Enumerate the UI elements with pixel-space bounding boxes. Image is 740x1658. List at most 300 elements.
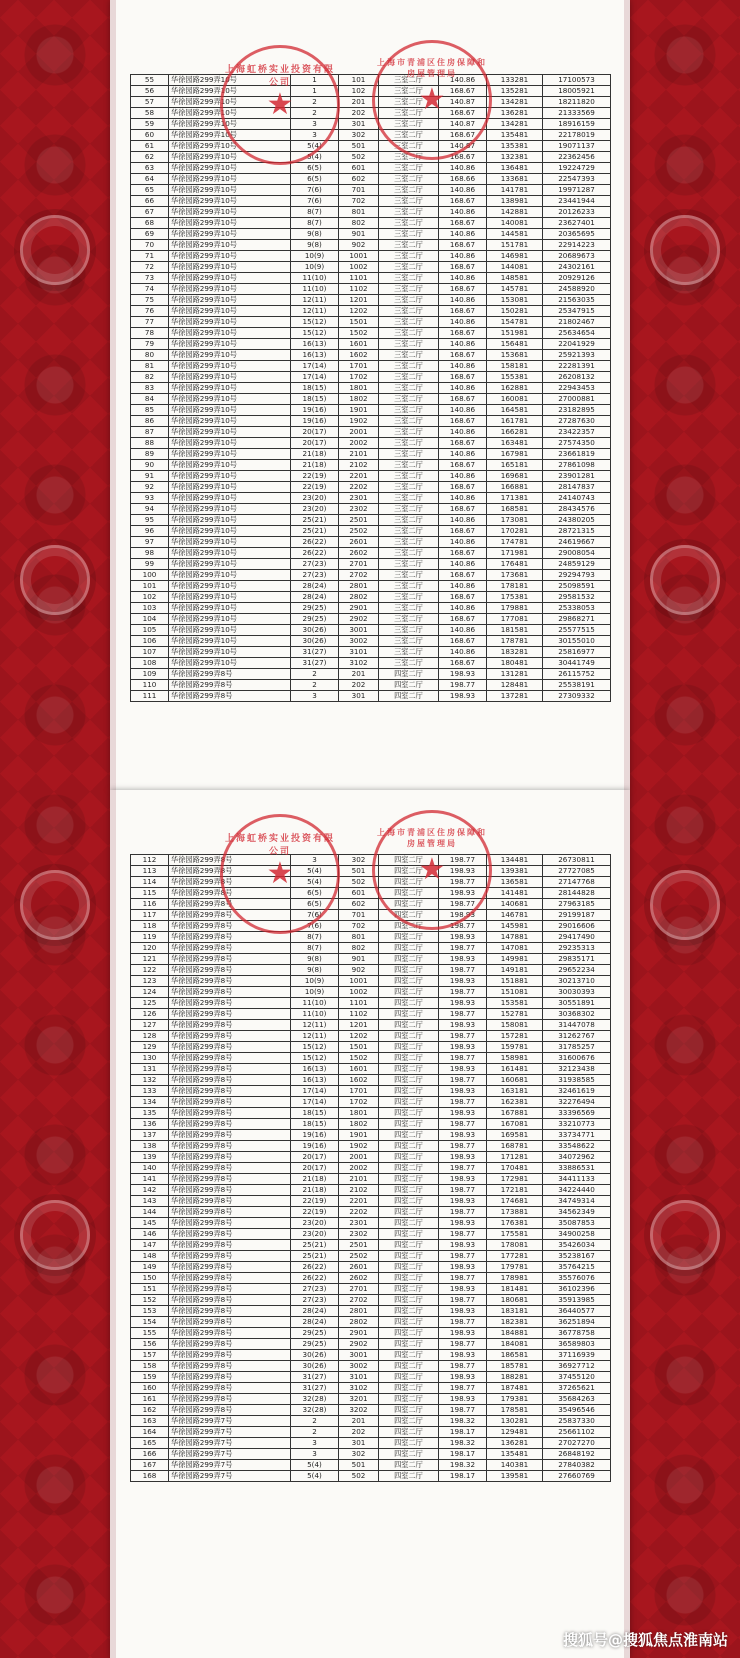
cell-total-price: 36440577 [543, 1306, 611, 1317]
cell-row-number: 148 [131, 1251, 169, 1262]
cell-building-floor: 20(17) [291, 438, 339, 449]
cell-road-address: 华徐园路299弄8号 [169, 1295, 291, 1306]
cell-total-price: 36589803 [543, 1339, 611, 1350]
cell-road-address: 华徐园路299弄7号 [169, 1471, 291, 1482]
cell-road-address: 华徐园路299弄10号 [169, 647, 291, 658]
cell-unit-price: 179381 [487, 1394, 543, 1405]
cell-area: 140.86 [439, 493, 487, 504]
cell-area: 198.93 [439, 1262, 487, 1273]
table-row [131, 229, 611, 240]
cell-area: 168.67 [439, 218, 487, 229]
cell-building-floor: 22(19) [291, 471, 339, 482]
cell-layout-type: 四室二厅 [379, 669, 439, 680]
cell-area: 168.67 [439, 504, 487, 515]
cell-room-number: 1801 [339, 383, 379, 394]
cell-room-number: 702 [339, 921, 379, 932]
cell-row-number: 117 [131, 910, 169, 921]
cell-area: 198.93 [439, 1042, 487, 1053]
cell-building-floor: 28(24) [291, 1317, 339, 1328]
cell-total-price: 25634654 [543, 328, 611, 339]
cell-road-address: 华徐园路299弄10号 [169, 372, 291, 383]
cell-row-number: 59 [131, 119, 169, 130]
cell-row-number: 123 [131, 976, 169, 987]
cell-area: 140.86 [439, 251, 487, 262]
cell-unit-price: 179881 [487, 603, 543, 614]
cell-area: 198.77 [439, 943, 487, 954]
cell-row-number: 66 [131, 196, 169, 207]
cell-room-number: 2702 [339, 570, 379, 581]
cell-area: 198.17 [439, 1427, 487, 1438]
cell-total-price: 20365695 [543, 229, 611, 240]
cell-row-number: 91 [131, 471, 169, 482]
cell-building-floor: 17(14) [291, 1086, 339, 1097]
cell-building-floor: 20(17) [291, 1163, 339, 1174]
cell-building-floor: 3 [291, 130, 339, 141]
cell-layout-type: 四室二厅 [379, 1372, 439, 1383]
cell-building-floor: 2 [291, 680, 339, 691]
cell-road-address: 华徐园路299弄10号 [169, 86, 291, 97]
table-row [131, 691, 611, 702]
table-row [131, 1185, 611, 1196]
cell-area: 140.86 [439, 229, 487, 240]
cell-building-floor: 5(4) [291, 1471, 339, 1482]
cell-total-price: 28721315 [543, 526, 611, 537]
cell-room-number: 802 [339, 218, 379, 229]
cell-room-number: 2802 [339, 1317, 379, 1328]
table-row [131, 460, 611, 471]
cell-layout-type: 四室二厅 [379, 1053, 439, 1064]
cell-building-floor: 6(5) [291, 888, 339, 899]
cell-layout-type: 四室二厅 [379, 1229, 439, 1240]
cell-road-address: 华徐园路299弄8号 [169, 680, 291, 691]
cell-room-number: 501 [339, 1460, 379, 1471]
cell-row-number: 70 [131, 240, 169, 251]
cell-road-address: 华徐园路299弄10号 [169, 570, 291, 581]
cell-layout-type: 四室二厅 [379, 1416, 439, 1427]
cell-road-address: 华徐园路299弄10号 [169, 493, 291, 504]
table-row [131, 669, 611, 680]
table-row [131, 295, 611, 306]
cell-unit-price: 157281 [487, 1031, 543, 1042]
cell-layout-type: 四室二厅 [379, 1350, 439, 1361]
cell-total-price: 35087853 [543, 1218, 611, 1229]
cell-building-floor: 2 [291, 1416, 339, 1427]
table-row [131, 361, 611, 372]
cell-row-number: 152 [131, 1295, 169, 1306]
cell-row-number: 101 [131, 581, 169, 592]
cell-area: 198.93 [439, 1064, 487, 1075]
cell-building-floor: 32(28) [291, 1405, 339, 1416]
cell-road-address: 华徐园路299弄8号 [169, 1053, 291, 1064]
cell-unit-price: 146781 [487, 910, 543, 921]
cell-unit-price: 159781 [487, 1042, 543, 1053]
cell-row-number: 118 [131, 921, 169, 932]
cell-area: 198.77 [439, 1229, 487, 1240]
cell-building-floor: 3 [291, 119, 339, 130]
cell-area: 168.67 [439, 240, 487, 251]
cell-total-price: 25921393 [543, 350, 611, 361]
cell-layout-type: 四室二厅 [379, 1218, 439, 1229]
cell-building-floor: 17(14) [291, 1097, 339, 1108]
cell-layout-type: 四室二厅 [379, 1064, 439, 1075]
cell-row-number: 136 [131, 1119, 169, 1130]
cell-area: 168.67 [439, 658, 487, 669]
cell-row-number: 58 [131, 108, 169, 119]
cell-row-number: 111 [131, 691, 169, 702]
cell-row-number: 150 [131, 1273, 169, 1284]
cell-row-number: 133 [131, 1086, 169, 1097]
cell-row-number: 95 [131, 515, 169, 526]
cell-row-number: 60 [131, 130, 169, 141]
cell-unit-price: 141781 [487, 185, 543, 196]
cell-row-number: 130 [131, 1053, 169, 1064]
cell-unit-price: 177081 [487, 614, 543, 625]
cell-layout-type: 三室二厅 [379, 504, 439, 515]
table-row [131, 306, 611, 317]
cell-building-floor: 20(17) [291, 427, 339, 438]
cell-room-number: 2902 [339, 1339, 379, 1350]
right-medallion-ornament [650, 545, 720, 615]
cell-unit-price: 167881 [487, 1108, 543, 1119]
cell-unit-price: 178981 [487, 1273, 543, 1284]
cell-area: 168.67 [439, 438, 487, 449]
cell-unit-price: 173681 [487, 570, 543, 581]
table-row [131, 372, 611, 383]
cell-room-number: 1601 [339, 1064, 379, 1075]
cell-total-price: 19971287 [543, 185, 611, 196]
cell-road-address: 华徐园路299弄10号 [169, 383, 291, 394]
cell-road-address: 华徐园路299弄10号 [169, 218, 291, 229]
cell-room-number: 201 [339, 97, 379, 108]
cell-building-floor: 21(18) [291, 460, 339, 471]
cell-building-floor: 17(14) [291, 361, 339, 372]
cell-row-number: 163 [131, 1416, 169, 1427]
cell-row-number: 156 [131, 1339, 169, 1350]
cell-layout-type: 三室二厅 [379, 416, 439, 427]
cell-row-number: 85 [131, 405, 169, 416]
table-row [131, 1152, 611, 1163]
cell-building-floor: 6(5) [291, 174, 339, 185]
cell-road-address: 华徐园路299弄8号 [169, 1350, 291, 1361]
cell-building-floor: 8(7) [291, 207, 339, 218]
cell-room-number: 2202 [339, 1207, 379, 1218]
cell-road-address: 华徐园路299弄10号 [169, 141, 291, 152]
table-row [131, 614, 611, 625]
cell-layout-type: 四室二厅 [379, 910, 439, 921]
cell-layout-type: 三室二厅 [379, 394, 439, 405]
cell-row-number: 134 [131, 1097, 169, 1108]
cell-area: 198.93 [439, 1152, 487, 1163]
page-edge [624, 0, 630, 790]
cell-unit-price: 185781 [487, 1361, 543, 1372]
cell-building-floor: 30(26) [291, 625, 339, 636]
cell-area: 198.77 [439, 1339, 487, 1350]
cell-area: 168.66 [439, 174, 487, 185]
cell-unit-price: 170281 [487, 526, 543, 537]
table-row [131, 1207, 611, 1218]
table-row [131, 1064, 611, 1075]
cell-layout-type: 四室二厅 [379, 1185, 439, 1196]
cell-road-address: 华徐园路299弄8号 [169, 1372, 291, 1383]
cell-layout-type: 四室二厅 [379, 1328, 439, 1339]
cell-road-address: 华徐园路299弄8号 [169, 1119, 291, 1130]
cell-area: 198.93 [439, 1372, 487, 1383]
cell-layout-type: 四室二厅 [379, 1119, 439, 1130]
cell-total-price: 35764215 [543, 1262, 611, 1273]
table-row [131, 416, 611, 427]
cell-layout-type: 三室二厅 [379, 97, 439, 108]
table-row [131, 877, 611, 888]
cell-road-address: 华徐园路299弄8号 [169, 910, 291, 921]
cell-total-price: 28144828 [543, 888, 611, 899]
cell-row-number: 157 [131, 1350, 169, 1361]
cell-unit-price: 162881 [487, 383, 543, 394]
cell-row-number: 79 [131, 339, 169, 350]
cell-row-number: 159 [131, 1372, 169, 1383]
cell-building-floor: 26(22) [291, 1262, 339, 1273]
cell-layout-type: 三室二厅 [379, 284, 439, 295]
cell-layout-type: 三室二厅 [379, 86, 439, 97]
cell-row-number: 67 [131, 207, 169, 218]
table-row [131, 471, 611, 482]
cell-row-number: 146 [131, 1229, 169, 1240]
cell-unit-price: 180681 [487, 1295, 543, 1306]
cell-area: 198.93 [439, 910, 487, 921]
seal-star-icon: ★ [266, 87, 294, 122]
cell-road-address: 华徐园路299弄10号 [169, 537, 291, 548]
left-medallion-ornament [20, 870, 90, 940]
cell-total-price: 34900258 [543, 1229, 611, 1240]
cell-road-address: 华徐园路299弄8号 [169, 691, 291, 702]
cell-row-number: 61 [131, 141, 169, 152]
cell-unit-price: 154781 [487, 317, 543, 328]
cell-row-number: 87 [131, 427, 169, 438]
cell-building-floor: 5(4) [291, 152, 339, 163]
table-row [131, 932, 611, 943]
cell-road-address: 华徐园路299弄10号 [169, 526, 291, 537]
cell-room-number: 2001 [339, 427, 379, 438]
cell-row-number: 98 [131, 548, 169, 559]
table-row [131, 1119, 611, 1130]
cell-building-floor: 9(8) [291, 240, 339, 251]
cell-layout-type: 三室二厅 [379, 262, 439, 273]
cell-building-floor: 31(27) [291, 647, 339, 658]
cell-total-price: 35576076 [543, 1273, 611, 1284]
cell-total-price: 34072962 [543, 1152, 611, 1163]
cell-layout-type: 三室二厅 [379, 251, 439, 262]
cell-area: 198.77 [439, 965, 487, 976]
cell-total-price: 27147768 [543, 877, 611, 888]
cell-road-address: 华徐园路299弄10号 [169, 75, 291, 86]
cell-row-number: 81 [131, 361, 169, 372]
cell-area: 198.93 [439, 1240, 487, 1251]
cell-building-floor: 5(4) [291, 877, 339, 888]
cell-total-price: 25538191 [543, 680, 611, 691]
cell-room-number: 3201 [339, 1394, 379, 1405]
cell-building-floor: 29(25) [291, 614, 339, 625]
cell-area: 168.67 [439, 416, 487, 427]
cell-road-address: 华徐园路299弄10号 [169, 658, 291, 669]
cell-total-price: 25661102 [543, 1427, 611, 1438]
table-row [131, 1306, 611, 1317]
table-row [131, 1240, 611, 1251]
table-row [131, 921, 611, 932]
cell-row-number: 73 [131, 273, 169, 284]
cell-unit-price: 153581 [487, 998, 543, 1009]
cell-total-price: 23422357 [543, 427, 611, 438]
cell-area: 168.67 [439, 130, 487, 141]
cell-road-address: 华徐园路299弄8号 [169, 1306, 291, 1317]
cell-row-number: 80 [131, 350, 169, 361]
cell-road-address: 华徐园路299弄8号 [169, 1284, 291, 1295]
cell-unit-price: 167981 [487, 449, 543, 460]
cell-area: 168.67 [439, 108, 487, 119]
cell-unit-price: 151881 [487, 976, 543, 987]
cell-building-floor: 6(5) [291, 899, 339, 910]
cell-room-number: 1701 [339, 1086, 379, 1097]
cell-area: 140.87 [439, 119, 487, 130]
cell-total-price: 35913985 [543, 1295, 611, 1306]
cell-total-price: 18916159 [543, 119, 611, 130]
cell-unit-price: 153681 [487, 350, 543, 361]
table-row [131, 251, 611, 262]
cell-unit-price: 171981 [487, 548, 543, 559]
document-page-1 [110, 0, 630, 790]
cell-unit-price: 148581 [487, 273, 543, 284]
cell-room-number: 3102 [339, 658, 379, 669]
cell-room-number: 1801 [339, 1108, 379, 1119]
cell-layout-type: 四室二厅 [379, 877, 439, 888]
table-row [131, 548, 611, 559]
cell-layout-type: 三室二厅 [379, 328, 439, 339]
cell-unit-price: 140381 [487, 1460, 543, 1471]
cell-building-floor: 25(21) [291, 1240, 339, 1251]
cell-area: 198.77 [439, 1361, 487, 1372]
cell-row-number: 116 [131, 899, 169, 910]
cell-total-price: 31600676 [543, 1053, 611, 1064]
cell-unit-price: 128481 [487, 680, 543, 691]
cell-room-number: 1201 [339, 295, 379, 306]
cell-layout-type: 四室二厅 [379, 899, 439, 910]
cell-building-floor: 27(23) [291, 570, 339, 581]
cell-road-address: 华徐园路299弄8号 [169, 1152, 291, 1163]
cell-room-number: 1602 [339, 1075, 379, 1086]
cell-room-number: 1702 [339, 1097, 379, 1108]
table-row [131, 86, 611, 97]
cell-road-address: 华徐园路299弄8号 [169, 1273, 291, 1284]
cell-layout-type: 四室二厅 [379, 1075, 439, 1086]
cell-building-floor: 23(20) [291, 504, 339, 515]
cell-total-price: 30551891 [543, 998, 611, 1009]
cell-room-number: 2701 [339, 559, 379, 570]
cell-layout-type: 三室二厅 [379, 339, 439, 350]
cell-unit-price: 162381 [487, 1097, 543, 1108]
cell-area: 140.86 [439, 625, 487, 636]
cell-area: 140.86 [439, 207, 487, 218]
cell-total-price: 29294793 [543, 570, 611, 581]
right-medallion-ornament [650, 870, 720, 940]
cell-total-price: 20126233 [543, 207, 611, 218]
cell-road-address: 华徐园路299弄8号 [169, 1141, 291, 1152]
cell-total-price: 22943453 [543, 383, 611, 394]
cell-building-floor: 10(9) [291, 262, 339, 273]
cell-unit-price: 168781 [487, 1141, 543, 1152]
table-row [131, 1405, 611, 1416]
cell-total-price: 27727085 [543, 866, 611, 877]
cell-unit-price: 163181 [487, 1086, 543, 1097]
table-row [131, 1229, 611, 1240]
cell-total-price: 30155010 [543, 636, 611, 647]
cell-layout-type: 三室二厅 [379, 306, 439, 317]
cell-building-floor: 28(24) [291, 581, 339, 592]
cell-row-number: 145 [131, 1218, 169, 1229]
cell-area: 198.77 [439, 1097, 487, 1108]
cell-building-floor: 27(23) [291, 1284, 339, 1295]
cell-total-price: 33886531 [543, 1163, 611, 1174]
cell-layout-type: 三室二厅 [379, 526, 439, 537]
cell-building-floor: 21(18) [291, 1185, 339, 1196]
cell-building-floor: 9(8) [291, 954, 339, 965]
cell-row-number: 104 [131, 614, 169, 625]
cell-layout-type: 三室二厅 [379, 240, 439, 251]
cell-unit-price: 147081 [487, 943, 543, 954]
cell-row-number: 109 [131, 669, 169, 680]
cell-layout-type: 四室二厅 [379, 1141, 439, 1152]
left-medallion-ornament [20, 1200, 90, 1270]
table-row [131, 504, 611, 515]
cell-room-number: 302 [339, 1449, 379, 1460]
table-row [131, 75, 611, 86]
cell-total-price: 35238167 [543, 1251, 611, 1262]
cell-layout-type: 四室二厅 [379, 1471, 439, 1482]
cell-row-number: 168 [131, 1471, 169, 1482]
cell-unit-price: 167081 [487, 1119, 543, 1130]
cell-unit-price: 151081 [487, 987, 543, 998]
seal-star-icon: ★ [266, 856, 294, 891]
cell-row-number: 149 [131, 1262, 169, 1273]
cell-building-floor: 3 [291, 1438, 339, 1449]
cell-unit-price: 172981 [487, 1174, 543, 1185]
cell-building-floor: 1 [291, 86, 339, 97]
cell-road-address: 华徐园路299弄7号 [169, 1449, 291, 1460]
table-row [131, 317, 611, 328]
cell-room-number: 1002 [339, 987, 379, 998]
cell-room-number: 202 [339, 680, 379, 691]
cell-room-number: 2002 [339, 438, 379, 449]
table-row [131, 394, 611, 405]
cell-layout-type: 三室二厅 [379, 438, 439, 449]
table-row [131, 888, 611, 899]
cell-road-address: 华徐园路299弄8号 [169, 998, 291, 1009]
cell-row-number: 78 [131, 328, 169, 339]
cell-room-number: 801 [339, 932, 379, 943]
table-row [131, 998, 611, 1009]
cell-area: 168.67 [439, 394, 487, 405]
cell-row-number: 103 [131, 603, 169, 614]
cell-room-number: 3001 [339, 1350, 379, 1361]
cell-room-number: 1802 [339, 1119, 379, 1130]
cell-row-number: 155 [131, 1328, 169, 1339]
cell-total-price: 36927712 [543, 1361, 611, 1372]
cell-road-address: 华徐园路299弄10号 [169, 427, 291, 438]
cell-road-address: 华徐园路299弄8号 [169, 976, 291, 987]
cell-building-floor: 3 [291, 1449, 339, 1460]
cell-unit-price: 168581 [487, 504, 543, 515]
cell-building-floor: 19(16) [291, 405, 339, 416]
cell-layout-type: 三室二厅 [379, 361, 439, 372]
cell-building-floor: 7(6) [291, 185, 339, 196]
cell-unit-price: 163481 [487, 438, 543, 449]
